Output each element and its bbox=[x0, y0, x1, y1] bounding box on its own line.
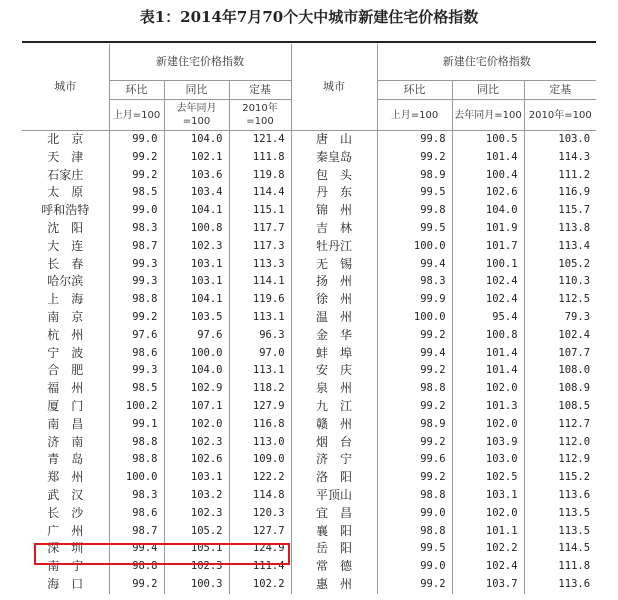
right-mom-cell: 100.0 bbox=[377, 309, 452, 327]
left-yoy-cell: 105.1 bbox=[164, 540, 229, 558]
right-yoy-cell: 102.6 bbox=[452, 184, 524, 202]
right-yoy-cell: 102.4 bbox=[452, 558, 524, 576]
left-yoy-cell: 103.5 bbox=[164, 309, 229, 327]
left-fixed-cell: 122.2 bbox=[229, 469, 291, 487]
right-fixed-cell: 79.3 bbox=[524, 309, 596, 327]
right-mom-cell: 99.6 bbox=[377, 451, 452, 469]
left-mom-cell: 98.6 bbox=[109, 345, 164, 363]
right-fixed-cell: 103.0 bbox=[524, 131, 596, 149]
left-city-cell: 福 州 bbox=[47, 381, 84, 396]
left-mom-cell: 98.7 bbox=[109, 238, 164, 256]
left-fixed-cell: 111.4 bbox=[229, 558, 291, 576]
right-mom-cell: 99.5 bbox=[377, 220, 452, 238]
left-city-cell: 杭 州 bbox=[47, 327, 84, 342]
right-mom-cell: 99.9 bbox=[377, 291, 452, 309]
right-city-cell: 济 宁 bbox=[291, 451, 377, 469]
right-mom-cell: 99.2 bbox=[377, 434, 452, 452]
right-city-cell: 牡丹江 bbox=[291, 238, 377, 256]
left-fixed-cell: 127.7 bbox=[229, 523, 291, 541]
left-mom-cell: 98.6 bbox=[109, 505, 164, 523]
right-fixed-cell: 116.9 bbox=[524, 184, 596, 202]
right-city-cell: 烟 台 bbox=[291, 434, 377, 452]
right-yoy-header: 同比 bbox=[452, 81, 524, 100]
left-city-cell: 长 沙 bbox=[47, 505, 84, 520]
right-fixed-header: 定基 bbox=[524, 81, 596, 100]
left-yoy-cell: 104.0 bbox=[164, 131, 229, 149]
right-fixed-cell: 113.6 bbox=[524, 576, 596, 594]
table-row bbox=[22, 131, 596, 149]
right-fixed-cell: 113.8 bbox=[524, 220, 596, 238]
left-yoy-header: 同比 bbox=[164, 81, 229, 100]
left-mom-cell: 99.1 bbox=[109, 416, 164, 434]
table-row bbox=[22, 220, 596, 238]
table-row bbox=[22, 291, 596, 309]
table-row bbox=[22, 487, 596, 505]
left-fixed-cell: 102.2 bbox=[229, 576, 291, 594]
left-yoy-cell: 97.6 bbox=[164, 327, 229, 345]
left-yoy-cell: 102.9 bbox=[164, 380, 229, 398]
right-mom-cell: 99.0 bbox=[377, 558, 452, 576]
right-city-cell: 泉 州 bbox=[291, 380, 377, 398]
table-row bbox=[22, 451, 596, 469]
right-yoy-cell: 102.4 bbox=[452, 291, 524, 309]
table-row bbox=[22, 505, 596, 523]
left-mom-cell: 99.4 bbox=[109, 540, 164, 558]
right-yoy-base: 去年同月=100 bbox=[452, 100, 524, 131]
left-mom-cell: 99.3 bbox=[109, 273, 164, 291]
right-city-cell: 九 江 bbox=[291, 398, 377, 416]
right-yoy-cell: 101.1 bbox=[452, 523, 524, 541]
left-mom-cell: 99.2 bbox=[109, 576, 164, 594]
left-city-cell: 大 连 bbox=[47, 238, 84, 253]
left-fixed-cell: 127.9 bbox=[229, 398, 291, 416]
right-mom-header: 环比 bbox=[377, 81, 452, 100]
left-mom-header: 环比 bbox=[109, 81, 164, 100]
left-yoy-base: 去年同月=100 bbox=[164, 100, 229, 131]
left-fixed-cell: 119.6 bbox=[229, 291, 291, 309]
table-title: 表1：2014年7月70个大中城市新建住宅价格指数 bbox=[139, 8, 479, 26]
table-row bbox=[22, 523, 596, 541]
left-yoy-cell: 102.3 bbox=[164, 434, 229, 452]
right-fixed-cell: 111.2 bbox=[524, 167, 596, 185]
left-fixed-cell: 113.1 bbox=[229, 362, 291, 380]
top-rule bbox=[22, 41, 596, 43]
left-yoy-cell: 102.3 bbox=[164, 238, 229, 256]
left-fixed-cell: 114.4 bbox=[229, 184, 291, 202]
right-city-cell: 包 头 bbox=[291, 167, 377, 185]
right-mom-cell: 98.8 bbox=[377, 487, 452, 505]
table-row bbox=[22, 256, 596, 274]
right-city-cell: 襄 阳 bbox=[291, 523, 377, 541]
left-mom-cell: 99.0 bbox=[109, 202, 164, 220]
right-city-cell: 岳 阳 bbox=[291, 540, 377, 558]
right-yoy-cell: 103.7 bbox=[452, 576, 524, 594]
right-yoy-cell: 103.9 bbox=[452, 434, 524, 452]
table-row bbox=[22, 576, 596, 594]
right-mom-cell: 99.8 bbox=[377, 202, 452, 220]
shenzhen-highlight-box bbox=[34, 543, 290, 565]
right-city-cell: 蚌 埠 bbox=[291, 345, 377, 363]
table-row bbox=[22, 273, 596, 291]
right-mom-cell: 98.9 bbox=[377, 416, 452, 434]
left-fixed-base: 2010年=100 bbox=[229, 100, 291, 131]
left-fixed-cell: 113.1 bbox=[229, 309, 291, 327]
right-mom-cell: 100.0 bbox=[377, 238, 452, 256]
left-city-cell: 南 昌 bbox=[47, 416, 84, 431]
left-index-group-header: 新建住宅价格指数 bbox=[109, 44, 291, 81]
table-row bbox=[22, 149, 596, 167]
right-mom-cell: 98.8 bbox=[377, 523, 452, 541]
right-yoy-cell: 102.5 bbox=[452, 469, 524, 487]
right-mom-cell: 99.4 bbox=[377, 256, 452, 274]
left-fixed-cell: 113.0 bbox=[229, 434, 291, 452]
left-mom-cell: 100.0 bbox=[109, 469, 164, 487]
left-yoy-cell: 104.1 bbox=[164, 202, 229, 220]
left-yoy-cell: 102.1 bbox=[164, 149, 229, 167]
right-mom-cell: 99.5 bbox=[377, 540, 452, 558]
table-row bbox=[22, 416, 596, 434]
right-mom-cell: 98.8 bbox=[377, 380, 452, 398]
left-fixed-header: 定基 bbox=[229, 81, 291, 100]
right-yoy-cell: 95.4 bbox=[452, 309, 524, 327]
right-city-cell: 洛 阳 bbox=[291, 469, 377, 487]
right-yoy-cell: 100.4 bbox=[452, 167, 524, 185]
right-mom-cell: 99.2 bbox=[377, 576, 452, 594]
right-yoy-cell: 100.5 bbox=[452, 131, 524, 149]
right-city-cell: 吉 林 bbox=[291, 220, 377, 238]
right-yoy-cell: 102.4 bbox=[452, 273, 524, 291]
left-city-cell: 呼和浩特 bbox=[41, 203, 90, 218]
left-fixed-cell: 118.2 bbox=[229, 380, 291, 398]
right-fixed-cell: 113.6 bbox=[524, 487, 596, 505]
table-row bbox=[22, 238, 596, 256]
left-city-cell: 宁 波 bbox=[47, 345, 84, 360]
left-mom-cell: 98.8 bbox=[109, 558, 164, 576]
right-fixed-cell: 112.0 bbox=[524, 434, 596, 452]
left-mom-cell: 98.5 bbox=[109, 380, 164, 398]
left-yoy-cell: 105.2 bbox=[164, 523, 229, 541]
right-fixed-cell: 107.7 bbox=[524, 345, 596, 363]
left-mom-cell: 98.7 bbox=[109, 523, 164, 541]
right-fixed-cell: 112.7 bbox=[524, 416, 596, 434]
table-row bbox=[22, 184, 596, 202]
right-yoy-cell: 103.0 bbox=[452, 451, 524, 469]
right-city-cell: 徐 州 bbox=[291, 291, 377, 309]
left-city-cell: 合 肥 bbox=[47, 363, 84, 378]
left-mom-cell: 99.2 bbox=[109, 309, 164, 327]
left-city-cell: 海 口 bbox=[47, 576, 84, 591]
left-mom-cell: 100.2 bbox=[109, 398, 164, 416]
left-mom-cell: 99.2 bbox=[109, 149, 164, 167]
left-fixed-cell: 115.1 bbox=[229, 202, 291, 220]
left-mom-cell: 98.8 bbox=[109, 434, 164, 452]
left-mom-cell: 98.3 bbox=[109, 220, 164, 238]
left-yoy-cell: 102.6 bbox=[164, 451, 229, 469]
right-city-cell: 安 庆 bbox=[291, 362, 377, 380]
right-fixed-cell: 108.5 bbox=[524, 398, 596, 416]
right-fixed-cell: 113.4 bbox=[524, 238, 596, 256]
left-city-cell: 深 圳 bbox=[47, 541, 84, 556]
right-mom-cell: 99.4 bbox=[377, 345, 452, 363]
table-row bbox=[22, 469, 596, 487]
right-fixed-cell: 105.2 bbox=[524, 256, 596, 274]
left-yoy-cell: 103.1 bbox=[164, 256, 229, 274]
right-mom-cell: 98.9 bbox=[377, 167, 452, 185]
left-yoy-cell: 103.1 bbox=[164, 273, 229, 291]
left-yoy-cell: 102.3 bbox=[164, 558, 229, 576]
left-fixed-cell: 114.1 bbox=[229, 273, 291, 291]
right-city-cell: 金 华 bbox=[291, 327, 377, 345]
left-yoy-cell: 104.0 bbox=[164, 362, 229, 380]
left-city-cell: 郑 州 bbox=[47, 470, 84, 485]
right-fixed-base: 2010年=100 bbox=[524, 100, 596, 131]
left-city-cell: 天 津 bbox=[47, 149, 84, 164]
left-city-cell: 武 汉 bbox=[47, 487, 84, 502]
left-fixed-cell: 113.3 bbox=[229, 256, 291, 274]
right-city-cell: 常 德 bbox=[291, 558, 377, 576]
left-yoy-cell: 103.1 bbox=[164, 469, 229, 487]
left-fixed-cell: 114.8 bbox=[229, 487, 291, 505]
left-fixed-cell: 121.4 bbox=[229, 131, 291, 149]
left-fixed-cell: 116.8 bbox=[229, 416, 291, 434]
right-yoy-cell: 100.8 bbox=[452, 327, 524, 345]
left-mom-base: 上月=100 bbox=[109, 100, 164, 131]
left-mom-cell: 97.6 bbox=[109, 327, 164, 345]
right-yoy-cell: 102.0 bbox=[452, 380, 524, 398]
right-yoy-cell: 101.4 bbox=[452, 345, 524, 363]
left-city-cell: 沈 阳 bbox=[47, 220, 84, 235]
right-mom-cell: 99.2 bbox=[377, 398, 452, 416]
left-city-cell: 北 京 bbox=[47, 132, 84, 146]
right-city-cell: 温 州 bbox=[291, 309, 377, 327]
right-yoy-cell: 102.0 bbox=[452, 416, 524, 434]
right-fixed-cell: 115.2 bbox=[524, 469, 596, 487]
left-city-cell: 上 海 bbox=[47, 292, 84, 307]
left-yoy-cell: 107.1 bbox=[164, 398, 229, 416]
right-mom-cell: 98.3 bbox=[377, 273, 452, 291]
right-mom-cell: 99.0 bbox=[377, 505, 452, 523]
table-row bbox=[22, 345, 596, 363]
left-yoy-cell: 100.8 bbox=[164, 220, 229, 238]
right-fixed-cell: 112.9 bbox=[524, 451, 596, 469]
right-city-cell: 宜 昌 bbox=[291, 505, 377, 523]
table-row bbox=[22, 362, 596, 380]
right-mom-base: 上月=100 bbox=[377, 100, 452, 131]
left-city-header: 城市 bbox=[22, 44, 109, 131]
left-fixed-cell: 96.3 bbox=[229, 327, 291, 345]
price-index-table bbox=[22, 44, 596, 594]
right-fixed-cell: 114.3 bbox=[524, 149, 596, 167]
left-fixed-cell: 109.0 bbox=[229, 451, 291, 469]
left-yoy-cell: 100.3 bbox=[164, 576, 229, 594]
left-city-cell: 青 岛 bbox=[47, 452, 84, 467]
left-city-cell: 厦 门 bbox=[47, 398, 84, 413]
right-fixed-cell: 108.0 bbox=[524, 362, 596, 380]
left-mom-cell: 99.0 bbox=[109, 131, 164, 149]
table-row bbox=[22, 309, 596, 327]
right-fixed-cell: 112.5 bbox=[524, 291, 596, 309]
right-fixed-cell: 114.5 bbox=[524, 540, 596, 558]
right-fixed-cell: 113.5 bbox=[524, 505, 596, 523]
right-fixed-cell: 115.7 bbox=[524, 202, 596, 220]
right-index-group-header: 新建住宅价格指数 bbox=[377, 44, 596, 81]
right-city-cell: 唐 山 bbox=[291, 131, 377, 149]
right-city-cell: 丹 东 bbox=[291, 184, 377, 202]
right-fixed-cell: 111.8 bbox=[524, 558, 596, 576]
right-city-cell: 秦皇岛 bbox=[291, 149, 377, 167]
right-yoy-cell: 101.4 bbox=[452, 149, 524, 167]
right-city-cell: 扬 州 bbox=[291, 273, 377, 291]
left-mom-cell: 98.3 bbox=[109, 487, 164, 505]
left-fixed-cell: 97.0 bbox=[229, 345, 291, 363]
left-city-cell: 南 宁 bbox=[47, 559, 84, 574]
right-yoy-cell: 102.2 bbox=[452, 540, 524, 558]
left-city-cell: 广 州 bbox=[47, 523, 84, 538]
left-mom-cell: 99.2 bbox=[109, 167, 164, 185]
left-mom-cell: 99.3 bbox=[109, 362, 164, 380]
right-city-cell: 平顶山 bbox=[291, 487, 377, 505]
right-city-cell: 无 锡 bbox=[291, 256, 377, 274]
left-yoy-cell: 103.4 bbox=[164, 184, 229, 202]
table-row bbox=[22, 434, 596, 452]
left-city-cell: 济 南 bbox=[47, 434, 84, 449]
right-yoy-cell: 104.0 bbox=[452, 202, 524, 220]
right-city-header: 城市 bbox=[291, 44, 377, 131]
right-mom-cell: 99.5 bbox=[377, 184, 452, 202]
left-yoy-cell: 104.1 bbox=[164, 291, 229, 309]
left-yoy-cell: 102.3 bbox=[164, 505, 229, 523]
right-city-cell: 赣 州 bbox=[291, 416, 377, 434]
right-city-cell: 惠 州 bbox=[291, 576, 377, 594]
left-fixed-cell: 120.3 bbox=[229, 505, 291, 523]
left-city-cell: 哈尔滨 bbox=[47, 274, 84, 289]
right-yoy-cell: 100.1 bbox=[452, 256, 524, 274]
table-row bbox=[22, 380, 596, 398]
right-fixed-cell: 108.9 bbox=[524, 380, 596, 398]
left-yoy-cell: 103.2 bbox=[164, 487, 229, 505]
left-yoy-cell: 102.0 bbox=[164, 416, 229, 434]
left-yoy-cell: 100.0 bbox=[164, 345, 229, 363]
left-mom-cell: 98.8 bbox=[109, 291, 164, 309]
right-city-cell: 锦 州 bbox=[291, 202, 377, 220]
right-mom-cell: 99.8 bbox=[377, 131, 452, 149]
right-yoy-cell: 101.9 bbox=[452, 220, 524, 238]
left-mom-cell: 98.5 bbox=[109, 184, 164, 202]
right-mom-cell: 99.2 bbox=[377, 149, 452, 167]
left-mom-cell: 98.8 bbox=[109, 451, 164, 469]
table-row bbox=[22, 202, 596, 220]
right-mom-cell: 99.2 bbox=[377, 469, 452, 487]
left-city-cell: 石家庄 bbox=[47, 167, 84, 182]
right-fixed-cell: 110.3 bbox=[524, 273, 596, 291]
left-mom-cell: 99.3 bbox=[109, 256, 164, 274]
left-yoy-cell: 103.6 bbox=[164, 167, 229, 185]
left-fixed-cell: 111.8 bbox=[229, 149, 291, 167]
right-yoy-cell: 101.3 bbox=[452, 398, 524, 416]
left-city-cell: 南 京 bbox=[47, 309, 84, 324]
right-fixed-cell: 102.4 bbox=[524, 327, 596, 345]
table-row bbox=[22, 327, 596, 345]
right-mom-cell: 99.2 bbox=[377, 362, 452, 380]
table-row bbox=[22, 167, 596, 185]
right-mom-cell: 99.2 bbox=[377, 327, 452, 345]
right-yoy-cell: 101.4 bbox=[452, 362, 524, 380]
left-fixed-cell: 124.9 bbox=[229, 540, 291, 558]
right-yoy-cell: 103.1 bbox=[452, 487, 524, 505]
right-yoy-cell: 101.7 bbox=[452, 238, 524, 256]
left-fixed-cell: 117.3 bbox=[229, 238, 291, 256]
left-fixed-cell: 119.8 bbox=[229, 167, 291, 185]
right-yoy-cell: 102.0 bbox=[452, 505, 524, 523]
left-fixed-cell: 117.7 bbox=[229, 220, 291, 238]
right-fixed-cell: 113.5 bbox=[524, 523, 596, 541]
left-city-cell: 太 原 bbox=[47, 185, 84, 200]
left-city-cell: 长 春 bbox=[47, 256, 84, 271]
table-row bbox=[22, 398, 596, 416]
